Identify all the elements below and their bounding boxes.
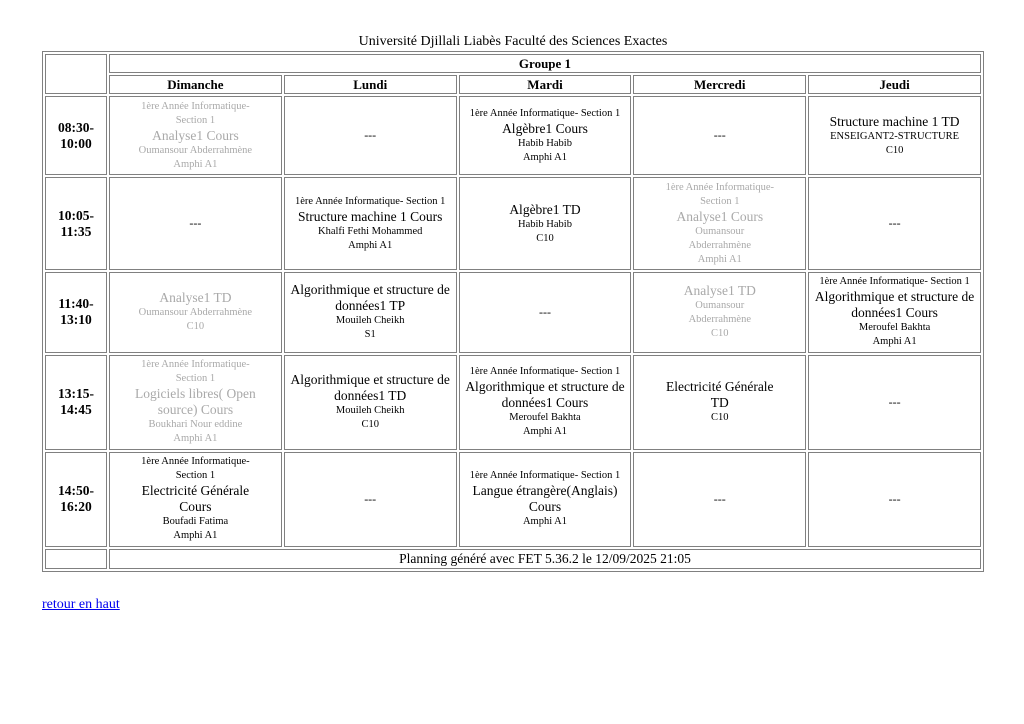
course-cell: [633, 272, 806, 353]
course-cell: [459, 96, 632, 175]
course-cell: [109, 355, 282, 450]
course-detail: Mouileh Cheikh: [335, 315, 405, 327]
empty-slot: ---: [633, 452, 806, 547]
course-detail: Amphi A1: [522, 426, 568, 438]
course-title: Algorithmique et structure de données1 TP: [290, 282, 450, 314]
course-cell: [633, 355, 806, 450]
course-cell: [284, 272, 457, 353]
generated-note: Planning généré avec FET 5.36.2 le 12/09/2025 21:05: [109, 549, 981, 569]
course-cell: [459, 177, 632, 270]
course-detail: Amphi A1: [348, 239, 393, 251]
corner-cell: [45, 54, 107, 94]
course-cell: [109, 96, 282, 175]
course-detail: C10: [711, 328, 729, 340]
time-slot-label: 13:15- 14:45: [45, 355, 107, 450]
course-detail: S1: [364, 329, 376, 341]
day-header: Lundi: [284, 75, 457, 94]
course-cell: [459, 355, 632, 450]
course-detail: Amphi A1: [697, 253, 742, 265]
empty-slot: ---: [808, 177, 981, 270]
course-detail: C10: [361, 419, 379, 431]
course-detail: C10: [885, 144, 904, 156]
course-cell: [459, 452, 632, 547]
time-slot-label: 10:05- 11:35: [45, 177, 107, 270]
course-detail: Oumansour Abderrahmène: [688, 225, 751, 251]
time-slot-label: 08:30- 10:00: [45, 96, 107, 175]
course-title: Electricité Générale Cours: [141, 483, 250, 515]
course-title: Analyse1 TD: [159, 290, 232, 306]
course-section: 1ère Année Informatique- Section 1: [469, 107, 621, 119]
time-slot-row: [45, 96, 981, 175]
course-title: Structure machine 1 TD: [829, 113, 960, 129]
course-section: 1ère Année Informatique- Section 1: [469, 470, 621, 482]
course-title: Logiciels libres( Open source) Cours: [135, 386, 256, 418]
course-cell: [633, 177, 806, 270]
course-title: Algorithmique et structure de données1 Cours: [465, 379, 625, 411]
course-section: 1ère Année Informatique- Section 1: [141, 359, 250, 385]
day-header: Mercredi: [633, 75, 806, 94]
course-section: 1ère Année Informatique- Section 1: [665, 181, 775, 207]
course-section: 1ère Année Informatique- Section 1: [141, 100, 250, 126]
course-detail: Khalfi Fethi Mohammed: [317, 225, 423, 237]
course-detail: Amphi A1: [522, 516, 568, 528]
group-header: Groupe 1: [109, 54, 981, 73]
course-title: Algorithmique et structure de données1 TD: [290, 372, 450, 404]
time-slot-row: [45, 272, 981, 353]
course-title: Algèbre1 Cours: [502, 120, 588, 136]
course-detail: Habib Habib: [518, 218, 572, 230]
course-detail: Amphi A1: [173, 158, 218, 170]
course-detail: Amphi A1: [173, 530, 218, 542]
empty-slot: ---: [284, 96, 457, 175]
empty-slot: ---: [633, 96, 806, 175]
course-title: Algèbre1 TD: [509, 201, 581, 217]
course-detail: Oumansour Abderrahmène: [138, 144, 253, 156]
course-detail: Amphi A1: [872, 336, 917, 348]
time-slot-label: 11:40- 13:10: [45, 272, 107, 353]
course-title: Analyse1 TD: [683, 283, 756, 299]
empty-slot: ---: [459, 272, 632, 353]
timetable-body: [45, 54, 981, 569]
course-section: 1ère Année Informatique- Section 1: [141, 456, 250, 482]
back-to-top-link[interactable]: retour en haut: [42, 597, 120, 612]
course-cell: [808, 96, 981, 175]
course-cell: [109, 272, 282, 353]
course-section: 1ère Année Informatique- Section 1: [294, 195, 446, 207]
time-slot-row: [45, 177, 981, 270]
course-detail: Meroufel Bakhta: [509, 412, 581, 424]
course-detail: C10: [711, 412, 729, 424]
empty-slot: ---: [109, 177, 282, 270]
footer-corner-cell: [45, 549, 107, 569]
day-header: Jeudi: [808, 75, 981, 94]
course-detail: Boukhari Nour eddine: [148, 419, 243, 431]
course-cell: [808, 272, 981, 353]
time-slot-row: [45, 452, 981, 547]
course-detail: Mouileh Cheikh: [335, 405, 405, 417]
group-row: [45, 54, 981, 73]
course-title: Analyse1 Cours: [152, 127, 239, 143]
empty-slot: ---: [284, 452, 457, 547]
page-caption: Université Djillali Liabès Faculté des Sciences Exactes: [358, 34, 668, 49]
timetable: [42, 51, 984, 572]
course-detail: Boufadi Fatima: [162, 516, 229, 528]
course-detail: Habib Habib: [518, 137, 572, 149]
course-title: Analyse1 Cours: [676, 208, 764, 224]
course-detail: Amphi A1: [173, 433, 218, 445]
course-detail: C10: [186, 321, 205, 333]
course-detail: C10: [536, 232, 554, 244]
course-section: 1ère Année Informatique- Section 1: [469, 366, 621, 378]
course-title: Electricité Générale TD: [666, 379, 774, 411]
course-detail: Oumansour Abderrahmène: [138, 307, 253, 319]
empty-slot: ---: [808, 452, 981, 547]
course-detail: ENSEIGANT2-STRUCTURE: [830, 130, 960, 142]
course-cell: [109, 452, 282, 547]
day-header: Mardi: [459, 75, 632, 94]
day-header: Dimanche: [109, 75, 282, 94]
course-title: Structure machine 1 Cours: [298, 208, 443, 224]
time-slot-label: 14:50- 16:20: [45, 452, 107, 547]
footer-row: [45, 549, 981, 569]
days-row: [45, 75, 981, 94]
course-detail: Amphi A1: [522, 151, 568, 163]
course-section: 1ère Année Informatique- Section 1: [819, 276, 970, 288]
course-title: Langue étrangère(Anglais) Cours: [472, 483, 618, 515]
course-cell: [284, 177, 457, 270]
course-detail: Oumansour Abderrahmène: [688, 300, 751, 326]
course-title: Algorithmique et structure de données1 Cours: [814, 289, 975, 321]
empty-slot: ---: [808, 355, 981, 450]
course-cell: [284, 355, 457, 450]
time-slot-row: [45, 355, 981, 450]
course-detail: Meroufel Bakhta: [858, 322, 931, 334]
